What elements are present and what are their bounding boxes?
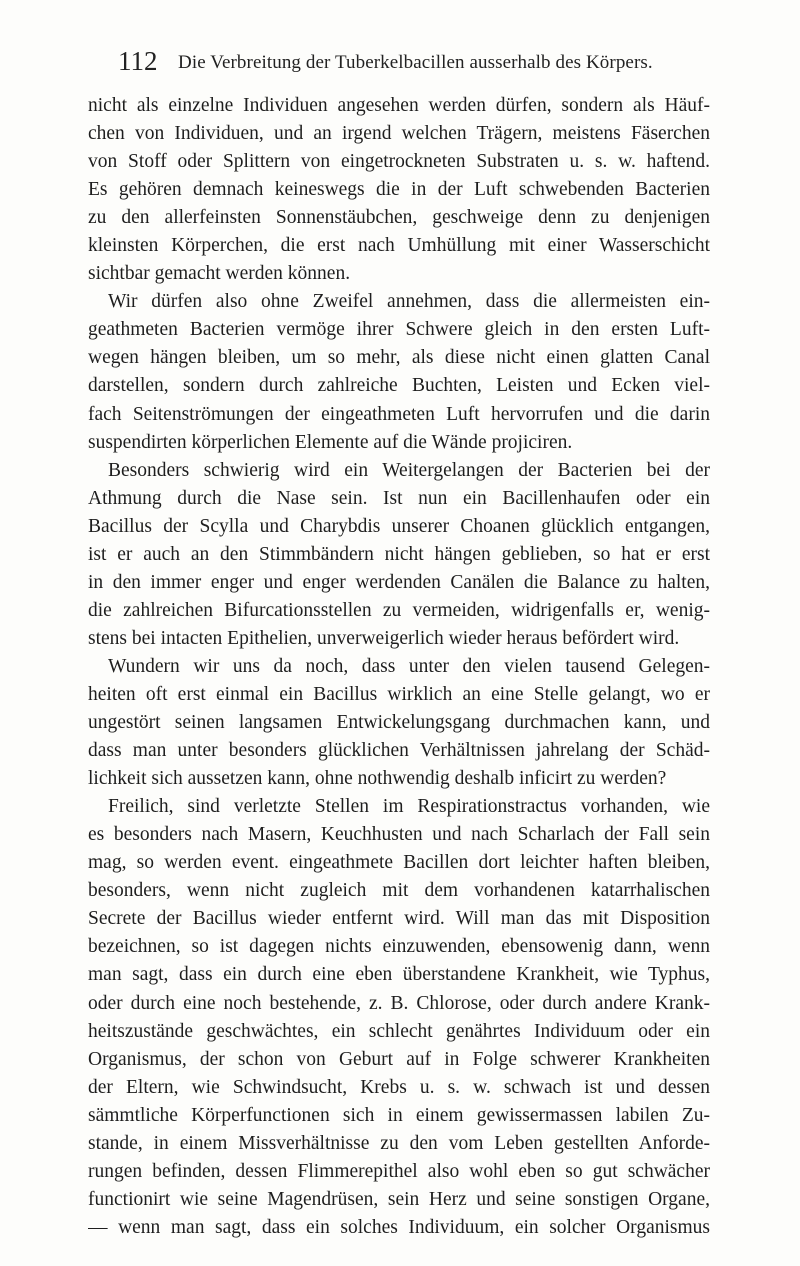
text-line: Es gehören demnach keineswegs die in der Luft schwebenden Bacterien [88,179,710,201]
text-line: zu den allerfeinsten Sonnenstäubchen, geschweige denn zu denjenigen [88,207,710,229]
text-line: suspendirten körperlichen Elemente auf die Wände projiciren. [88,431,573,453]
text-line: die zahlreichen Bifurcationsstellen zu vermeiden, widrigenfalls er, wenig- [88,599,710,621]
text-line: sämmtliche Körperfunctionen sich in einem gewissermassen labilen Zu- [88,1104,710,1126]
text-line: heiten oft erst einmal ein Bacillus wirklich an eine Stelle gelangt, wo er [88,683,710,705]
text-line: nicht als einzelne Individuen angesehen werden dürfen, sondern als Häuf- [88,95,710,116]
text-line: Athmung durch die Nase sein. Ist nun ein Bacillenhaufen oder ein [88,487,710,509]
text-line: Wir dürfen also ohne Zweifel annehmen, dass die allermeisten ein- [108,291,710,313]
text-line: darstellen, sondern durch zahlreiche Buchten, Leisten und Ecken viel- [88,375,710,397]
text-line: Wundern wir uns da noch, dass unter den vielen tausend Gelegen- [108,655,710,677]
text-line: ist er auch an den Stimmbändern nicht hängen geblieben, so hat er erst [88,543,710,565]
text-line: sichtbar gemacht werden können. [88,263,351,285]
text-line: chen von Individuen, und an irgend welchen Trägern, meistens Fäserchen [88,123,710,145]
text-line: kleinsten Körperchen, die erst nach Umhüllung mit einer Wasserschicht [88,235,710,257]
text-line: lichkeit sich aussetzen kann, ohne nothwendig deshalb inficirt zu werden? [88,768,667,790]
text-line: wegen hängen bleiben, um so mehr, als diese nicht einen glatten Canal [88,347,710,369]
text-line: Bacillus der Scylla und Charybdis unserer Choanen glücklich entgangen, [88,515,710,537]
text-line: von Stoff oder Splittern von eingetrockneten Substraten u. s. w. haftend. [88,151,710,173]
text-line: Besonders schwierig wird ein Weitergelangen der Bacterien bei der [108,459,710,481]
text-line: man sagt, dass ein durch eine eben überstandene Krankheit, wie Typhus, [88,964,710,986]
text-line: Freilich, sind verletzte Stellen im Respirationstractus vorhanden, wie [108,796,710,818]
text-line: oder durch eine noch bestehende, z. B. Chlorose, oder durch andere Krank- [88,992,710,1014]
text-line: in den immer enger und enger werdenden Canälen die Balance zu halten, [88,571,710,593]
text-line: es besonders nach Masern, Keuchhusten und nach Scharlach der Fall sein [88,824,710,846]
text-line: geathmeten Bacterien vermöge ihrer Schwere gleich in den ersten Luft- [88,319,710,341]
text-line: bezeichnen, so ist dagegen nichts einzuwenden, ebensowenig dann, wenn [88,936,710,958]
text-line: rungen befinden, dessen Flimmerepithel also wohl eben so gut schwächer [88,1160,710,1182]
text-line: fach Seitenströmungen der eingeathmeten Luft hervorrufen und die darin [88,403,710,425]
running-head [118,44,718,78]
page-number: 112 [118,46,158,76]
text-line: Secrete der Bacillus wieder entfernt wird. Will man das mit Disposition [88,908,710,930]
text-line: — wenn man sagt, dass ein solches Individuum, ein solcher Organismus [88,1216,710,1238]
text-line: besonders, wenn nicht zugleich mit dem vorhandenen katarrhalischen [88,880,710,902]
text-line: ungestört seinen langsamen Entwickelungsgang durchmachen kann, und [88,712,710,734]
text-line: functionirt wie seine Magendrüsen, sein Herz und seine sonstigen Organe, [88,1188,710,1210]
text-line: Organismus, der schon von Geburt auf in Folge schwerer Krankheiten [88,1048,710,1070]
running-title: Die Verbreitung der Tuberkelbacillen ausserhalb des Körpers. [178,52,653,73]
text-line: mag, so werden event. eingeathmete Bacillen dort leichter haften bleiben, [88,852,710,874]
text-line: der Eltern, wie Schwindsucht, Krebs u. s. w. schwach ist und dessen [88,1076,710,1098]
text-line: stens bei intacten Epithelien, unverweigerlich wieder heraus befördert wird. [88,627,680,649]
text-line: heitszustände geschwächtes, ein schlecht genährtes Individuum oder ein [88,1020,710,1042]
text-line: stande, in einem Missverhältnisse zu den vom Leben gestellten Anforde- [88,1132,710,1154]
body-text [88,92,710,1242]
text-line: dass man unter besonders glücklichen Verhältnissen jahrelang der Schäd- [88,740,710,762]
